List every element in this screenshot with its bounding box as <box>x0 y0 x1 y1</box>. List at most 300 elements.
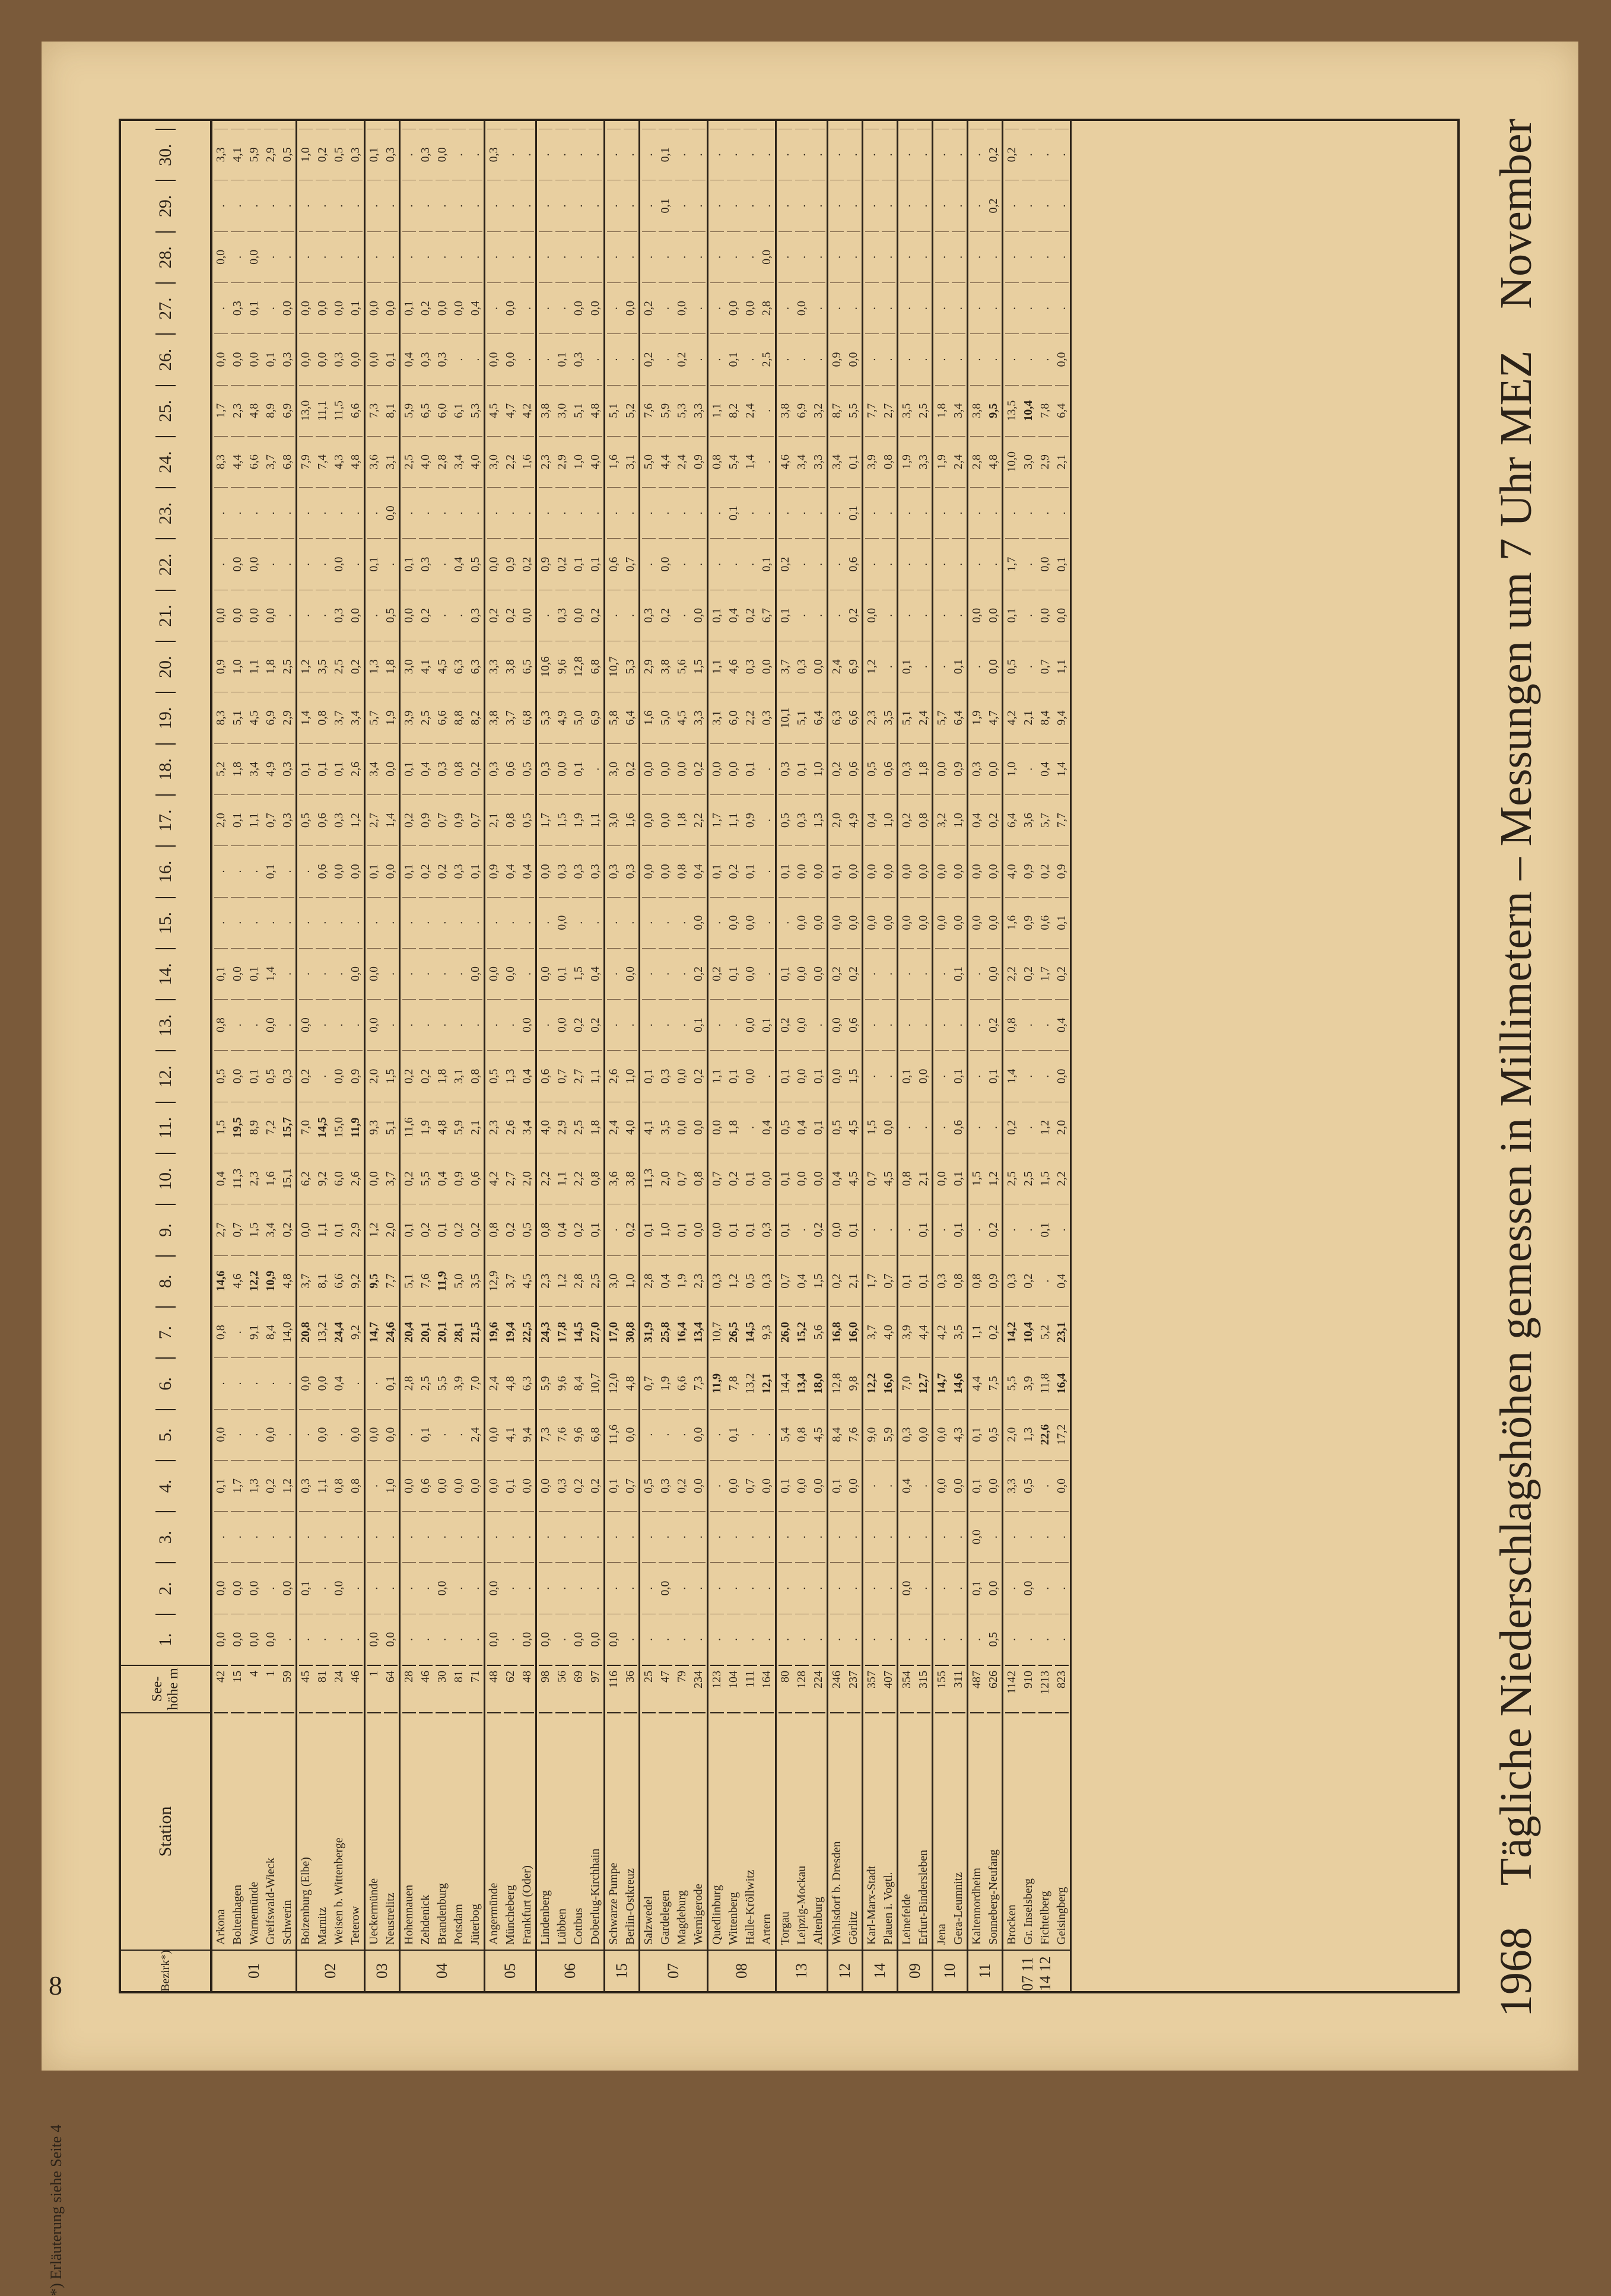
precip-cell: 3,7 <box>384 1153 398 1204</box>
precip-cell: . <box>419 897 433 948</box>
precip-cell: 0,0 <box>882 897 895 948</box>
precip-cell: 0,0 <box>987 1562 1000 1613</box>
precip-cell: 0,6 <box>607 538 621 589</box>
precip-cell: . <box>264 897 278 948</box>
precip-cell: 0,0 <box>264 1614 278 1665</box>
precip-cell: 3,8 <box>539 385 552 436</box>
precip-cell: . <box>367 897 381 948</box>
precip-cell: . <box>675 538 689 589</box>
precip-cell: 3,3 <box>1005 1460 1019 1511</box>
precip-cell: 19,5 <box>231 1102 244 1153</box>
precip-cell: 6,4 <box>624 692 637 743</box>
precip-cell: . <box>264 487 278 538</box>
precip-cell: 2,2 <box>539 1153 552 1204</box>
precip-cell: 6,0 <box>436 385 449 436</box>
precip-cell: 22,5 <box>520 1306 534 1357</box>
precip-cell: 0,8 <box>882 436 895 487</box>
precip-cell: . <box>710 333 724 384</box>
precip-cell: . <box>332 231 346 282</box>
precip-cell: 12,2 <box>247 1255 261 1306</box>
precip-cell: 4,0 <box>419 436 433 487</box>
station-altitude: 69 <box>572 1665 586 1712</box>
precip-cell: . <box>1055 129 1069 180</box>
precip-cell: 0,0 <box>264 590 278 641</box>
precip-cell: . <box>349 1562 363 1613</box>
precip-cell: . <box>214 487 228 538</box>
precip-cell: . <box>607 487 621 538</box>
header-day: 9. <box>155 1204 176 1255</box>
precip-cell: 2,3 <box>487 1102 501 1153</box>
table-row <box>898 121 915 1950</box>
precip-cell: 3,3 <box>692 385 706 436</box>
precip-cell: 1,1 <box>710 641 724 692</box>
precip-cell: 2,0 <box>830 794 844 845</box>
table-row <box>690 121 707 1950</box>
precip-cell: 3,7 <box>504 1255 517 1306</box>
precip-cell: . <box>520 1511 534 1562</box>
precip-cell: 0,0 <box>675 1102 689 1153</box>
precip-cell: 1,0 <box>384 1460 398 1511</box>
precip-cell: . <box>624 999 637 1050</box>
precip-cell: . <box>675 1409 689 1460</box>
precip-cell: 0,0 <box>214 590 228 641</box>
precip-cell: 3,2 <box>935 794 949 845</box>
precip-cell: . <box>281 231 294 282</box>
precip-cell: 0,0 <box>299 1204 313 1255</box>
precip-cell: . <box>589 333 602 384</box>
precip-cell: 5,7 <box>367 692 381 743</box>
precip-cell: . <box>710 1460 724 1511</box>
station-name: Schwarze Pumpe <box>607 1712 621 1950</box>
precip-cell: 0,5 <box>987 1409 1000 1460</box>
precip-cell: 14,6 <box>214 1255 228 1306</box>
precip-cell: . <box>830 180 844 231</box>
station-altitude: 357 <box>865 1665 879 1712</box>
precip-cell: 0,7 <box>264 794 278 845</box>
precip-cell: 4,4 <box>917 1306 930 1357</box>
bezirk-group <box>485 121 537 1991</box>
precip-cell: . <box>812 590 825 641</box>
precip-cell: . <box>1022 1511 1035 1562</box>
precip-cell: 0,0 <box>624 1409 637 1460</box>
table-row <box>845 121 862 1950</box>
station-altitude: 97 <box>589 1665 602 1712</box>
precip-cell: . <box>760 385 774 436</box>
station-altitude: 36 <box>624 1665 637 1712</box>
precip-cell: 0,2 <box>419 1204 433 1255</box>
precip-cell: 0,1 <box>779 1460 792 1511</box>
table-row <box>1003 121 1020 1950</box>
header-day: 2. <box>155 1562 176 1613</box>
precip-cell: 0,0 <box>589 1614 602 1665</box>
precip-cell: . <box>935 1614 949 1665</box>
precip-cell: 13,2 <box>743 1357 757 1408</box>
precip-cell: 10,7 <box>589 1357 602 1408</box>
precip-cell: . <box>659 333 672 384</box>
precip-cell: 4,9 <box>555 692 569 743</box>
precip-cell: . <box>281 1511 294 1562</box>
precip-cell: . <box>487 231 501 282</box>
precip-cell: . <box>367 590 381 641</box>
precip-cell: 0,0 <box>231 1050 244 1101</box>
precip-cell: 0,0 <box>316 282 329 333</box>
station-altitude: 81 <box>316 1665 329 1712</box>
precip-cell: 5,8 <box>607 692 621 743</box>
precip-cell: 0,3 <box>332 590 346 641</box>
precip-cell: 6,7 <box>760 590 774 641</box>
station-altitude: 234 <box>692 1665 706 1712</box>
precip-cell: 0,0 <box>812 1460 825 1511</box>
precip-cell: . <box>760 1511 774 1562</box>
precip-cell: . <box>214 897 228 948</box>
precip-cell: 0,2 <box>419 282 433 333</box>
precip-cell: 4,0 <box>589 436 602 487</box>
precip-cell: . <box>607 1511 621 1562</box>
station-altitude: 80 <box>779 1665 792 1712</box>
precip-cell: 0,0 <box>436 1460 449 1511</box>
precip-cell: 0,6 <box>847 538 860 589</box>
precip-cell: 28,1 <box>452 1306 466 1357</box>
precip-cell: 0,0 <box>624 948 637 999</box>
bezirk-code: 03 <box>366 1950 399 1991</box>
precip-cell: 2,1 <box>487 794 501 845</box>
precip-cell: 3,9 <box>452 1357 466 1408</box>
precip-cell: 0,2 <box>281 1204 294 1255</box>
precip-cell: 2,6 <box>349 1153 363 1204</box>
precip-cell: . <box>917 538 930 589</box>
precip-cell: . <box>882 641 895 692</box>
precip-cell: . <box>1022 333 1035 384</box>
precip-cell: 0,0 <box>384 1614 398 1665</box>
precip-cell: . <box>659 1409 672 1460</box>
station-name: Wahlsdorf b. Dresden <box>830 1712 844 1950</box>
precip-cell: . <box>469 129 482 180</box>
precip-cell: 0,4 <box>419 743 433 794</box>
precip-cell: 0,2 <box>436 845 449 896</box>
station-name: Marnitz <box>316 1712 329 1950</box>
precip-cell: 16,0 <box>882 1357 895 1408</box>
precip-cell: . <box>572 487 586 538</box>
precip-cell: . <box>917 1562 930 1613</box>
precip-cell: . <box>882 538 895 589</box>
precip-cell: . <box>572 897 586 948</box>
precip-cell: . <box>452 333 466 384</box>
precip-cell: 0,2 <box>692 948 706 999</box>
station-altitude: 42 <box>214 1665 228 1712</box>
precip-cell: . <box>452 129 466 180</box>
precip-cell: . <box>743 231 757 282</box>
precip-cell: 0,4 <box>436 1153 449 1204</box>
precip-cell: . <box>1038 231 1052 282</box>
header-day: 8. <box>155 1255 176 1306</box>
precip-cell: 0,1 <box>419 1409 433 1460</box>
precip-cell: . <box>743 487 757 538</box>
precip-cell: . <box>830 282 844 333</box>
precip-cell: . <box>760 743 774 794</box>
precip-cell: . <box>1022 641 1035 692</box>
precip-cell: 3,9 <box>402 692 416 743</box>
precip-cell: . <box>299 231 313 282</box>
precip-cell: . <box>642 1409 656 1460</box>
station-name: Kaltennordheim <box>970 1712 984 1950</box>
precip-cell: 0,5 <box>1022 1460 1035 1511</box>
precip-cell: 2,8 <box>760 282 774 333</box>
precip-cell: 9,2 <box>316 1153 329 1204</box>
precip-cell: 0,0 <box>987 1460 1000 1511</box>
table-row <box>810 121 827 1950</box>
station-altitude: 128 <box>795 1665 809 1712</box>
precip-cell: 12,9 <box>487 1255 501 1306</box>
precip-cell: 1,7 <box>710 794 724 845</box>
precip-cell: 0,1 <box>847 436 860 487</box>
precip-cell: 1,9 <box>659 1357 672 1408</box>
precip-cell: 0,2 <box>847 590 860 641</box>
precip-cell: . <box>589 743 602 794</box>
precip-cell: . <box>316 948 329 999</box>
precip-cell: . <box>281 1614 294 1665</box>
precip-cell: . <box>572 129 586 180</box>
precip-cell: . <box>935 1050 949 1101</box>
station-name: Weisen b. Wittenberge <box>332 1712 346 1950</box>
precip-cell: 6,8 <box>520 692 534 743</box>
precip-cell: . <box>952 999 965 1050</box>
precip-cell: 0,1 <box>727 948 741 999</box>
header-day: 7. <box>155 1306 176 1357</box>
precip-cell: 0,2 <box>1005 129 1019 180</box>
precip-cell: . <box>760 845 774 896</box>
precip-cell: . <box>970 538 984 589</box>
precip-cell: 0,4 <box>795 1255 809 1306</box>
table-row <box>554 121 570 1950</box>
precip-cell: . <box>882 487 895 538</box>
precip-cell: . <box>349 180 363 231</box>
footnote-text: *) Erläuterung siehe Seite 4 <box>47 2125 65 2296</box>
precip-cell: 0,1 <box>264 845 278 896</box>
precip-cell: . <box>419 1562 433 1613</box>
precip-cell: 0,0 <box>214 333 228 384</box>
precip-cell: . <box>299 948 313 999</box>
precip-cell: 1,5 <box>384 1050 398 1101</box>
precip-cell: . <box>607 333 621 384</box>
precip-cell: 0,0 <box>692 590 706 641</box>
precip-cell: 1,7 <box>539 794 552 845</box>
precip-cell: 0,2 <box>987 794 1000 845</box>
precip-cell: 0,0 <box>281 282 294 333</box>
precip-cell: . <box>299 180 313 231</box>
precip-cell: 1,2 <box>1038 1102 1052 1153</box>
table-row <box>502 121 519 1950</box>
precip-cell: . <box>795 333 809 384</box>
precip-cell: . <box>900 1614 914 1665</box>
header-day: 24. <box>155 436 176 487</box>
precip-cell: 0,8 <box>469 1050 482 1101</box>
precip-cell: 3,1 <box>710 692 724 743</box>
precip-cell: 5,1 <box>607 385 621 436</box>
precip-cell: . <box>760 1050 774 1101</box>
station-name: Berlin-Ostkreuz <box>624 1712 637 1950</box>
table-row <box>587 121 603 1950</box>
precip-cell: . <box>952 333 965 384</box>
bezirk-group <box>708 121 777 1991</box>
precip-cell: 0,0 <box>384 487 398 538</box>
precip-cell: 4,8 <box>624 1357 637 1408</box>
precip-cell: 0,2 <box>743 590 757 641</box>
precip-cell: 0,2 <box>469 1204 482 1255</box>
precip-cell: 0,0 <box>504 282 517 333</box>
precip-cell: 2,3 <box>692 1255 706 1306</box>
precip-cell: 6,5 <box>419 385 433 436</box>
precip-cell: 4,4 <box>970 1357 984 1408</box>
precip-cell: 0,7 <box>710 1153 724 1204</box>
precip-cell: . <box>970 1614 984 1665</box>
precip-cell: . <box>367 1562 381 1613</box>
precip-cell: 2,4 <box>830 641 844 692</box>
precip-cell: 14,2 <box>1005 1306 1019 1357</box>
station-altitude: 237 <box>847 1665 860 1712</box>
precip-cell: . <box>247 487 261 538</box>
precip-cell: . <box>675 948 689 999</box>
precip-cell: . <box>520 333 534 384</box>
precip-cell: . <box>935 1562 949 1613</box>
precip-cell: 0,1 <box>589 1204 602 1255</box>
station-name: Boltenhagen <box>231 1712 244 1950</box>
precip-cell: 0,5 <box>214 1050 228 1101</box>
precip-cell: 0,0 <box>384 845 398 896</box>
precip-cell: 2,7 <box>882 385 895 436</box>
precip-cell: 3,0 <box>607 743 621 794</box>
precip-cell: 3,4 <box>349 692 363 743</box>
precip-cell: 1,2 <box>987 1153 1000 1204</box>
precip-cell: . <box>900 1204 914 1255</box>
precip-cell: . <box>727 231 741 282</box>
precip-cell: 5,9 <box>247 129 261 180</box>
precip-cell: . <box>624 180 637 231</box>
precip-cell: . <box>952 1562 965 1613</box>
precip-cell: 0,2 <box>487 590 501 641</box>
precip-cell: . <box>402 897 416 948</box>
precip-cell: . <box>710 1562 724 1613</box>
precip-cell: 0,2 <box>316 129 329 180</box>
precip-cell: 0,1 <box>384 1357 398 1408</box>
precip-cell: 9,6 <box>555 641 569 692</box>
precip-cell: 0,1 <box>214 948 228 999</box>
precip-cell: 3,6 <box>1022 794 1035 845</box>
precip-cell: 6,9 <box>847 641 860 692</box>
precip-cell: 0,6 <box>316 845 329 896</box>
precip-cell: 1,5 <box>812 1255 825 1306</box>
precip-cell: 0,0 <box>316 1409 329 1460</box>
table-row <box>708 121 725 1950</box>
precip-cell: . <box>917 487 930 538</box>
precip-cell: 0,3 <box>572 333 586 384</box>
precip-cell: 7,5 <box>987 1357 1000 1408</box>
precip-cell: 0,0 <box>384 1409 398 1460</box>
station-name: Zehdenick <box>419 1712 433 1950</box>
precip-cell: . <box>539 129 552 180</box>
precip-cell: . <box>812 333 825 384</box>
precip-cell: 0,0 <box>281 1562 294 1613</box>
precip-cell: 1,0 <box>659 1204 672 1255</box>
precip-cell: . <box>865 282 879 333</box>
precip-cell: 0,0 <box>452 1460 466 1511</box>
precip-cell: 4,8 <box>504 1357 517 1408</box>
precip-cell: 7,3 <box>367 385 381 436</box>
precip-cell: . <box>779 180 792 231</box>
precip-cell: . <box>727 129 741 180</box>
precip-cell: 5,7 <box>1038 794 1052 845</box>
precip-cell: . <box>419 487 433 538</box>
precip-cell: 5,6 <box>812 1306 825 1357</box>
precip-cell: 2,5 <box>1005 1153 1019 1204</box>
precip-cell: 3,0 <box>402 641 416 692</box>
precip-cell: 2,5 <box>572 1102 586 1153</box>
station-name: Potsdam <box>452 1712 466 1950</box>
precip-cell: 3,7 <box>264 436 278 487</box>
precip-cell: 0,1 <box>316 743 329 794</box>
precip-cell: 0,1 <box>299 743 313 794</box>
precip-cell: . <box>865 1050 879 1101</box>
precip-cell: . <box>935 487 949 538</box>
precip-cell: 0,4 <box>865 794 879 845</box>
table-row <box>297 121 314 1950</box>
precip-cell: 0,2 <box>779 538 792 589</box>
bezirk-code: 13 <box>777 1950 827 1991</box>
precip-cell: 0,7 <box>469 794 482 845</box>
precip-cell: 2,2 <box>692 794 706 845</box>
precip-cell: 0,0 <box>402 590 416 641</box>
precip-cell: 0,0 <box>436 129 449 180</box>
precip-cell: 4,5 <box>847 1153 860 1204</box>
precip-cell: . <box>760 180 774 231</box>
station-name: Gardelegen <box>659 1712 672 1950</box>
precip-cell: . <box>1055 1511 1069 1562</box>
precip-cell: 26,0 <box>779 1306 792 1357</box>
precip-cell: 0,1 <box>760 999 774 1050</box>
precip-cell: 2,8 <box>642 1255 656 1306</box>
precip-cell: 9,6 <box>572 1409 586 1460</box>
precip-cell: 0,0 <box>970 590 984 641</box>
precip-cell: . <box>970 1050 984 1101</box>
precip-cell: 0,0 <box>247 590 261 641</box>
precip-cell: . <box>900 231 914 282</box>
precip-cell: . <box>935 1204 949 1255</box>
precip-cell: 0,0 <box>917 845 930 896</box>
precip-cell: . <box>882 1050 895 1101</box>
precip-cell: . <box>589 129 602 180</box>
precip-cell: 0,4 <box>900 1460 914 1511</box>
precip-cell: 2,9 <box>555 436 569 487</box>
precip-cell: 4,5 <box>520 1255 534 1306</box>
precip-cell: 0,2 <box>402 1050 416 1101</box>
precip-cell: . <box>214 1357 228 1408</box>
precip-cell: . <box>349 1511 363 1562</box>
precip-cell: 8,9 <box>264 385 278 436</box>
precip-cell: 0,1 <box>692 999 706 1050</box>
precip-cell: . <box>659 487 672 538</box>
precip-cell: 0,1 <box>555 333 569 384</box>
precip-cell: . <box>882 1460 895 1511</box>
precip-cell: . <box>882 282 895 333</box>
precip-cell: . <box>332 999 346 1050</box>
precip-cell: 0,0 <box>367 333 381 384</box>
precip-cell: 0,6 <box>504 743 517 794</box>
precip-cell: . <box>624 231 637 282</box>
precip-cell: 0,5 <box>299 794 313 845</box>
precip-cell: 1,7 <box>1038 948 1052 999</box>
precip-cell: 2,7 <box>214 1204 228 1255</box>
precip-cell: 0,1 <box>642 1204 656 1255</box>
precip-cell: 14,7 <box>367 1306 381 1357</box>
